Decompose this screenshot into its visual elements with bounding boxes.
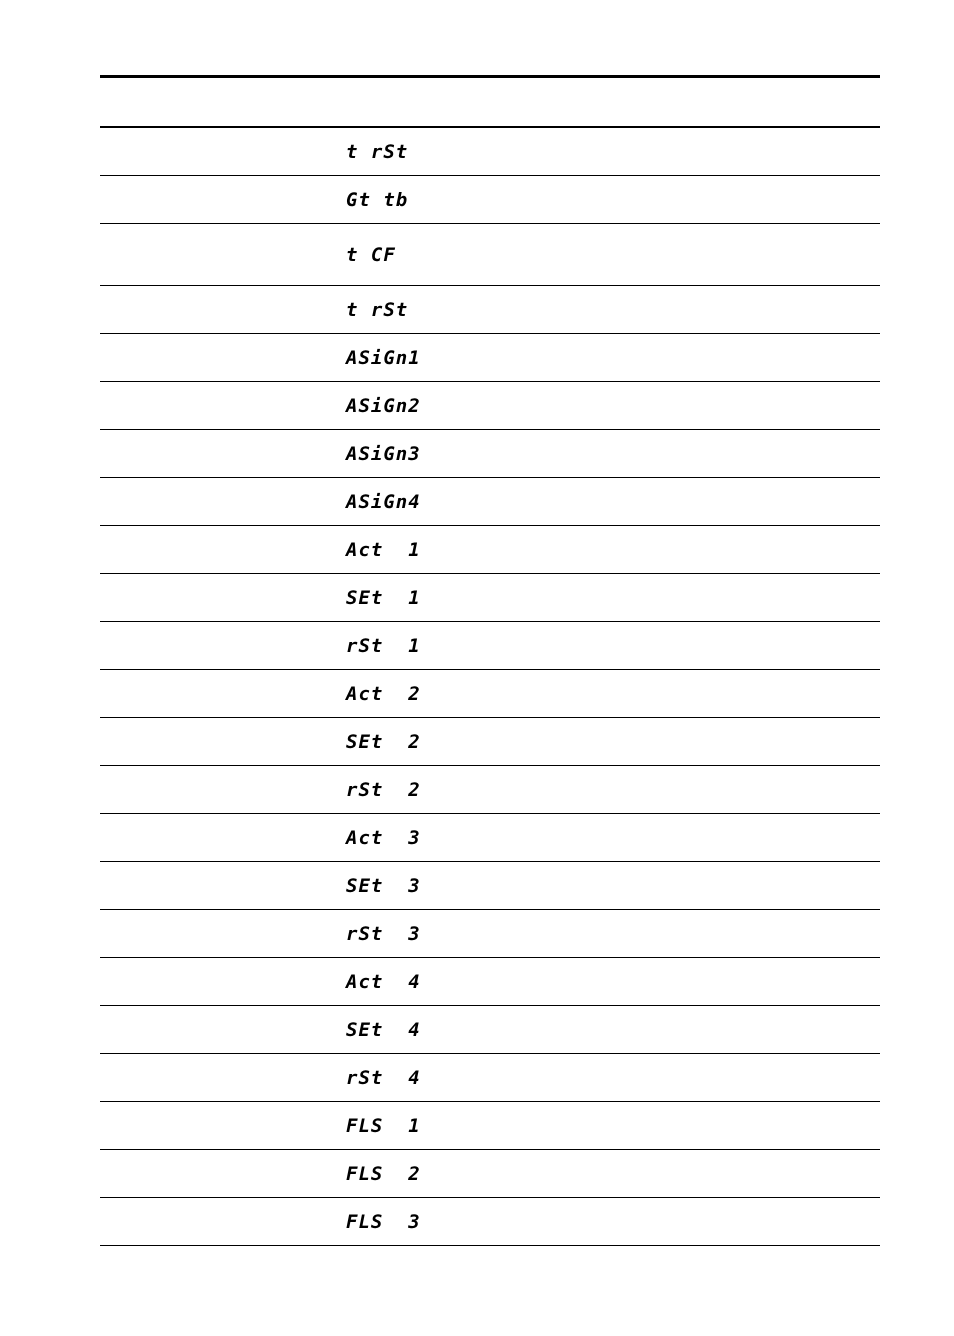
display-code: SEt 4 xyxy=(346,1018,421,1041)
display-code: t rSt xyxy=(346,140,409,163)
display-code: FLS 3 xyxy=(346,1210,421,1233)
display-code: Act 2 xyxy=(346,682,421,705)
display-code: rSt 2 xyxy=(346,778,421,801)
table-row xyxy=(100,1102,880,1150)
table-row xyxy=(100,574,880,622)
table-row xyxy=(100,766,880,814)
table-row xyxy=(100,814,880,862)
display-code: SEt 1 xyxy=(346,586,421,609)
display-code: SEt 2 xyxy=(346,730,421,753)
display-code: Act 4 xyxy=(346,970,421,993)
table-row xyxy=(100,286,880,334)
table-row xyxy=(100,1150,880,1198)
display-code: ASiGn1 xyxy=(346,346,421,369)
table-row xyxy=(100,430,880,478)
table-row xyxy=(100,958,880,1006)
display-code: t CF xyxy=(346,243,396,266)
table-row xyxy=(100,1054,880,1102)
table-row xyxy=(100,670,880,718)
table-row xyxy=(100,622,880,670)
display-code: ASiGn3 xyxy=(346,442,421,465)
display-code: ASiGn2 xyxy=(346,394,421,417)
table-row xyxy=(100,1198,880,1246)
table-row xyxy=(100,382,880,430)
display-code: rSt 3 xyxy=(346,922,421,945)
table-row xyxy=(100,718,880,766)
table-row xyxy=(100,128,880,176)
table-row xyxy=(100,910,880,958)
display-code: FLS 1 xyxy=(346,1114,421,1137)
display-code: Act 1 xyxy=(346,538,421,561)
table-row xyxy=(100,176,880,224)
display-code: ASiGn4 xyxy=(346,490,421,513)
table-row xyxy=(100,862,880,910)
display-code: FLS 2 xyxy=(346,1162,421,1185)
table-row xyxy=(100,1006,880,1054)
table-row xyxy=(100,478,880,526)
table-row xyxy=(100,526,880,574)
display-code: Gt tb xyxy=(346,188,409,211)
parameter-table xyxy=(100,126,880,1246)
display-code: rSt 4 xyxy=(346,1066,421,1089)
table-row xyxy=(100,224,880,286)
header-rule xyxy=(100,75,880,78)
display-code: SEt 3 xyxy=(346,874,421,897)
display-code: rSt 1 xyxy=(346,634,421,657)
display-code: t rSt xyxy=(346,298,409,321)
table-row xyxy=(100,334,880,382)
display-code: Act 3 xyxy=(346,826,421,849)
